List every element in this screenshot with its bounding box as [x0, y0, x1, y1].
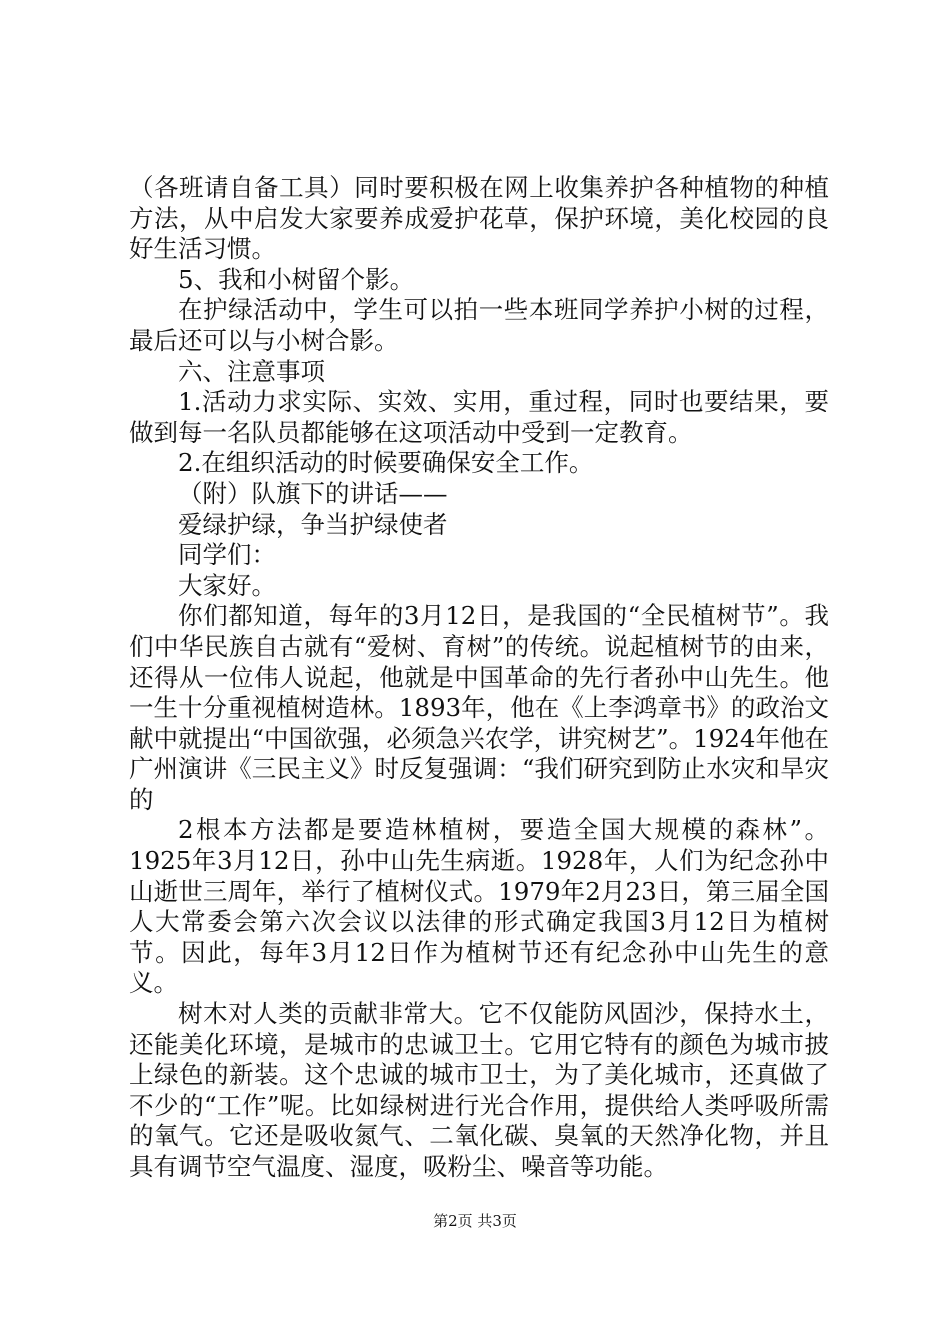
- speech-title: 爱绿护绿，争当护绿使者: [178, 509, 448, 539]
- paragraph-2: 5、我和小树留个影。: [178, 264, 415, 294]
- section-heading-notes: 六、注意事项: [178, 356, 325, 386]
- speech-salutation: 同学们：: [178, 540, 276, 570]
- speech-greeting: 大家好。: [178, 570, 276, 600]
- paragraph-11: 你们都知道，每年的3月12日，是我国的“全民植树节”。我们中华民族自古就有“爱树、育树”的传统。说起植树节的由来，还得从一位伟人说起，他就是中国革命的先行者孙中山先生。他一生十分重视植树造林。1893年，他在《上李鸿章书》的政治文献中就提出“中国欲强，必须急兴农学，讲究树艺”。1924年他在广州演讲《三民主义》时反复强调：“我们研究到防止水灾和旱灾的: [129, 601, 829, 814]
- paragraph-12: 2根本方法都是要造林植树，要造全国大规模的森林”。1925年3月12日，孙中山先生病逝。1928年，人们为纪念孙中山逝世三周年，举行了植树仪式。1979年2月23日，第三届全国人大常委会第六次会议以法律的形式确定我国3月12日为植树节。因此，每年3月12日作为植树节还有纪念孙中山先生的意义。: [129, 815, 829, 998]
- page-number-label: 第2页 共3页: [433, 1212, 517, 1230]
- page-footer: [0, 1212, 950, 1230]
- paragraph-6: 2.在组织活动的时候要确保安全工作。: [178, 448, 594, 478]
- paragraph-1: （各班请自备工具）同时要积极在网上收集养护各种植物的种植方法，从中启发大家要养成爱护花草，保护环境，美化校园的良好生活习惯。: [129, 173, 829, 264]
- appendix-heading: （附）队旗下的讲话——: [178, 478, 448, 508]
- paragraph-5: 1.活动力求实际、实效、实用，重过程，同时也要结果，要做到每一名队员都能够在这项活动中受到一定教育。: [129, 387, 829, 447]
- paragraph-3: 在护绿活动中，学生可以拍一些本班同学养护小树的过程，最后还可以与小树合影。: [129, 295, 829, 355]
- document-body: [129, 173, 829, 1183]
- paragraph-13: 树木对人类的贡献非常大。它不仅能防风固沙，保持水土，还能美化环境，是城市的忠诚卫士。它用它特有的颜色为城市披上绿色的新装。这个忠诚的城市卫士，为了美化城市，还真做了不少的“工作”呢。比如绿树进行光合作用，提供给人类呼吸所需的氧气。它还是吸收氮气、二氧化碳、臭氧的天然净化物，并且具有调节空气温度、湿度，吸粉尘、噪音等功能。: [129, 999, 829, 1181]
